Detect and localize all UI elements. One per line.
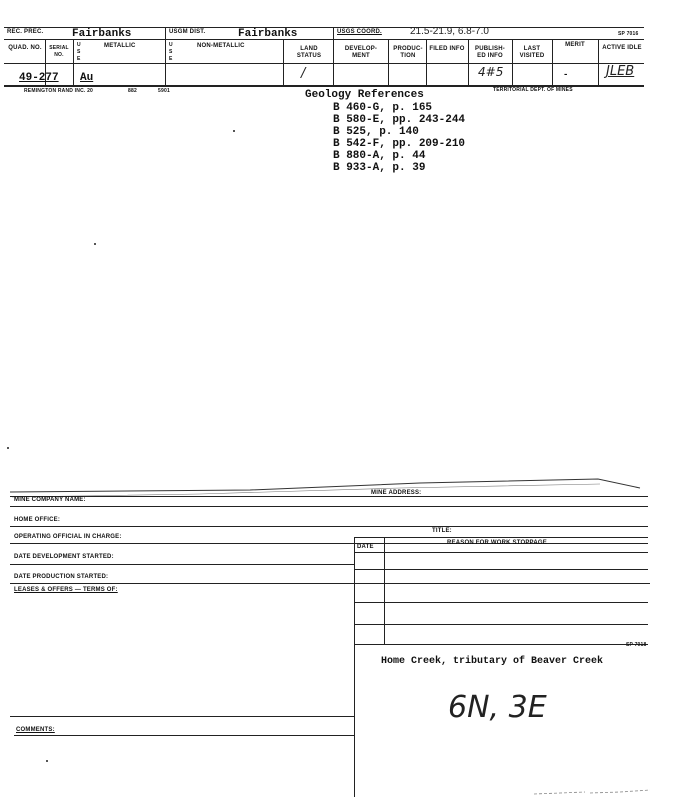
operating-official-label: OPERATING OFFICIAL IN CHARGE: <box>14 534 122 540</box>
geology-title: Geology References <box>305 89 424 101</box>
geology-reference: B 542-F, pp. 209-210 <box>333 138 466 150</box>
quad-no-header: QUAD. NO. <box>8 45 42 51</box>
mine-address-label: MINE ADDRESS: <box>371 490 422 496</box>
printer-code-2: 5901 <box>158 88 170 94</box>
published-info-header: PUBLISH- ED INFO <box>475 46 505 59</box>
speck <box>233 130 235 132</box>
mine-company-name-label: MINE COMPANY NAME: <box>14 497 86 503</box>
printer-code-1: 882 <box>128 88 137 94</box>
non-metallic-header: NON-METALLIC <box>197 43 245 49</box>
land-status-value: / <box>301 66 306 81</box>
geology-reference: B 880-A, p. 44 <box>333 150 426 162</box>
date-column-label: DATE <box>357 544 374 550</box>
geology-reference: B 460-G, p. 165 <box>333 102 433 114</box>
department-name: TERRITORIAL DEPT. OF MINES <box>493 87 573 93</box>
faint-scribble <box>530 784 660 798</box>
metallic-header: METALLIC <box>104 43 136 49</box>
speck <box>94 243 96 245</box>
geology-reference: B 580-E, pp. 243-244 <box>333 114 466 126</box>
land-status-header: LAND STATUS <box>296 46 322 59</box>
speck <box>46 760 48 762</box>
geology-reference-list <box>333 102 465 174</box>
serial-no-header: SERIAL NO. <box>49 45 69 58</box>
merit-header: MERIT <box>565 42 585 48</box>
usgs-dist-label: USGM DIST. <box>169 29 206 35</box>
filed-info-header: FILED INFO <box>429 46 465 52</box>
location-note: Home Creek, tributary of Beaver Creek <box>381 656 604 667</box>
active-idle-header: ACTIVE IDLE <box>602 45 642 51</box>
usgs-coord-value: 21.5-21.9, 6.8-7.0 <box>410 26 489 37</box>
merit-mark: - <box>563 70 569 80</box>
rec-prec-value: Fairbanks <box>72 28 132 40</box>
use-nonmetallic-header: U S E <box>169 42 173 62</box>
last-visited-header: LAST VISITED <box>519 46 545 59</box>
leases-label: LEASES & OFFERS — TERMS OF: <box>14 587 118 593</box>
date-production-label: DATE PRODUCTION STARTED: <box>14 574 109 580</box>
active-idle-value: JLEB <box>606 64 635 79</box>
metallic-value: Au <box>80 72 94 84</box>
quad-serial-value: 49-277 <box>19 72 59 84</box>
comments-label: COMMENTS: <box>16 727 55 733</box>
reason-stoppage-label: REASON FOR WORK STOPPAGE <box>447 540 547 546</box>
use-metallic-header: U S E <box>77 42 81 62</box>
form-code-bottom: SP 7018 <box>626 642 647 648</box>
form-code-top: SP 7016 <box>618 31 639 37</box>
rec-prec-label: REC. PREC. <box>7 29 44 35</box>
title-label: TITLE: <box>432 528 452 534</box>
home-office-label: HOME OFFICE: <box>14 517 61 523</box>
date-development-label: DATE DEVELOPMENT STARTED: <box>14 554 114 560</box>
usgs-dist-value: Fairbanks <box>238 28 298 40</box>
published-info-value: 4#5 <box>478 65 504 79</box>
township-range: 6N, 3E <box>448 690 547 725</box>
speck <box>7 447 9 449</box>
development-header: DEVELOP- MENT <box>344 46 378 59</box>
geology-reference: B 933-A, p. 39 <box>333 162 426 174</box>
production-header: PRODUC- TION <box>393 46 423 59</box>
geology-reference: B 525, p. 140 <box>333 126 419 138</box>
printer-imprint: REMINGTON RAND INC. 20 <box>24 88 94 94</box>
usgs-coord-label: USGS COORD. <box>337 29 382 35</box>
